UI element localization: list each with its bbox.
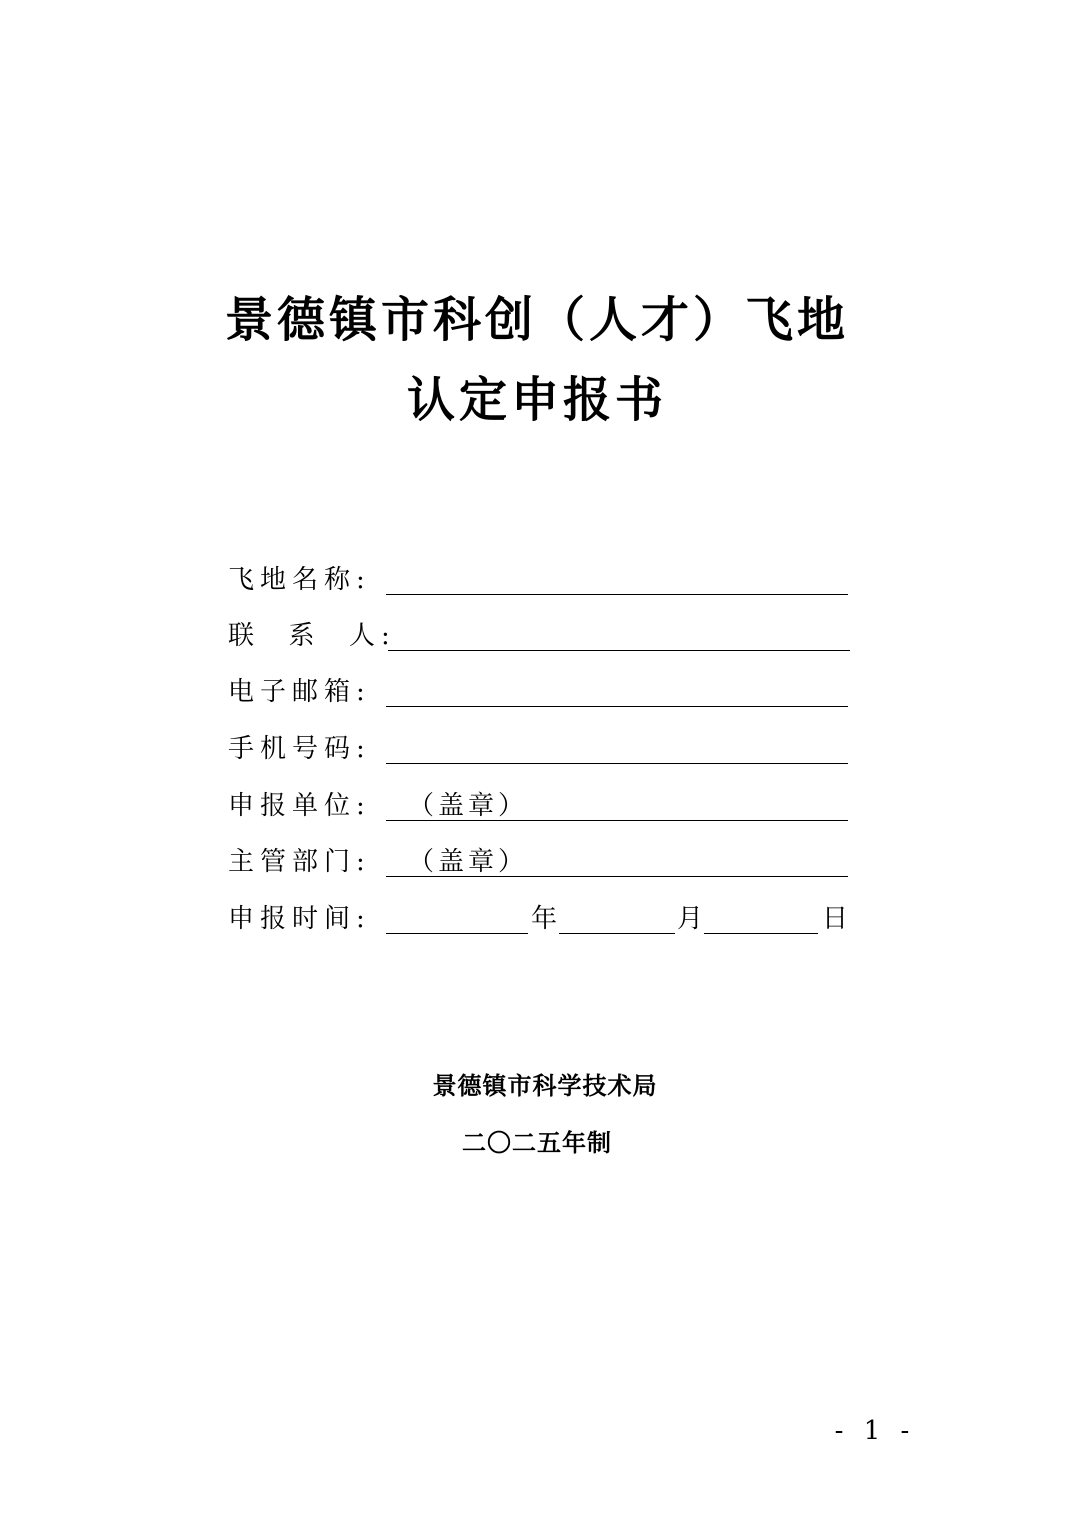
month-input-line[interactable] [559,933,675,934]
day-label: 日 [822,904,849,934]
field-enclave-name [228,560,853,600]
month-label: 月 [677,904,704,934]
field-contact-person [228,616,853,656]
contact-person-input-line[interactable] [388,650,850,651]
field-label: 飞地名称: [228,565,371,595]
field-email [228,672,853,712]
year-label: 年 [531,904,558,934]
seal-note: （盖章） [408,847,529,877]
document-title-line-1: 景德镇市科创（人才）飞地 [224,292,849,348]
field-label: 主管部门: [228,847,371,877]
issuing-organization: 景德镇市科学技术局 [432,1071,658,1100]
supervising-department-input-line[interactable] [386,876,848,877]
field-supervising-department [228,842,853,882]
day-input-line[interactable] [704,933,818,934]
page-number: - 1 - [834,1416,916,1446]
seal-note: （盖章） [408,791,529,821]
field-label: 联 系 人: [228,621,396,651]
field-application-date [228,899,853,939]
field-label: 申报单位: [228,791,371,821]
document-title-line-2: 认定申报书 [406,372,667,428]
field-label: 手机号码: [228,734,371,764]
enclave-name-input-line[interactable] [386,594,848,595]
applicant-unit-input-line[interactable] [386,820,848,821]
field-mobile-number [228,729,853,769]
field-applicant-unit [228,786,853,826]
email-input-line[interactable] [386,706,848,707]
field-label: 申报时间: [228,904,371,934]
year-input-line[interactable] [386,933,528,934]
field-label: 电子邮箱: [228,677,371,707]
mobile-number-input-line[interactable] [386,763,848,764]
issue-year: 二〇二五年制 [462,1128,612,1157]
